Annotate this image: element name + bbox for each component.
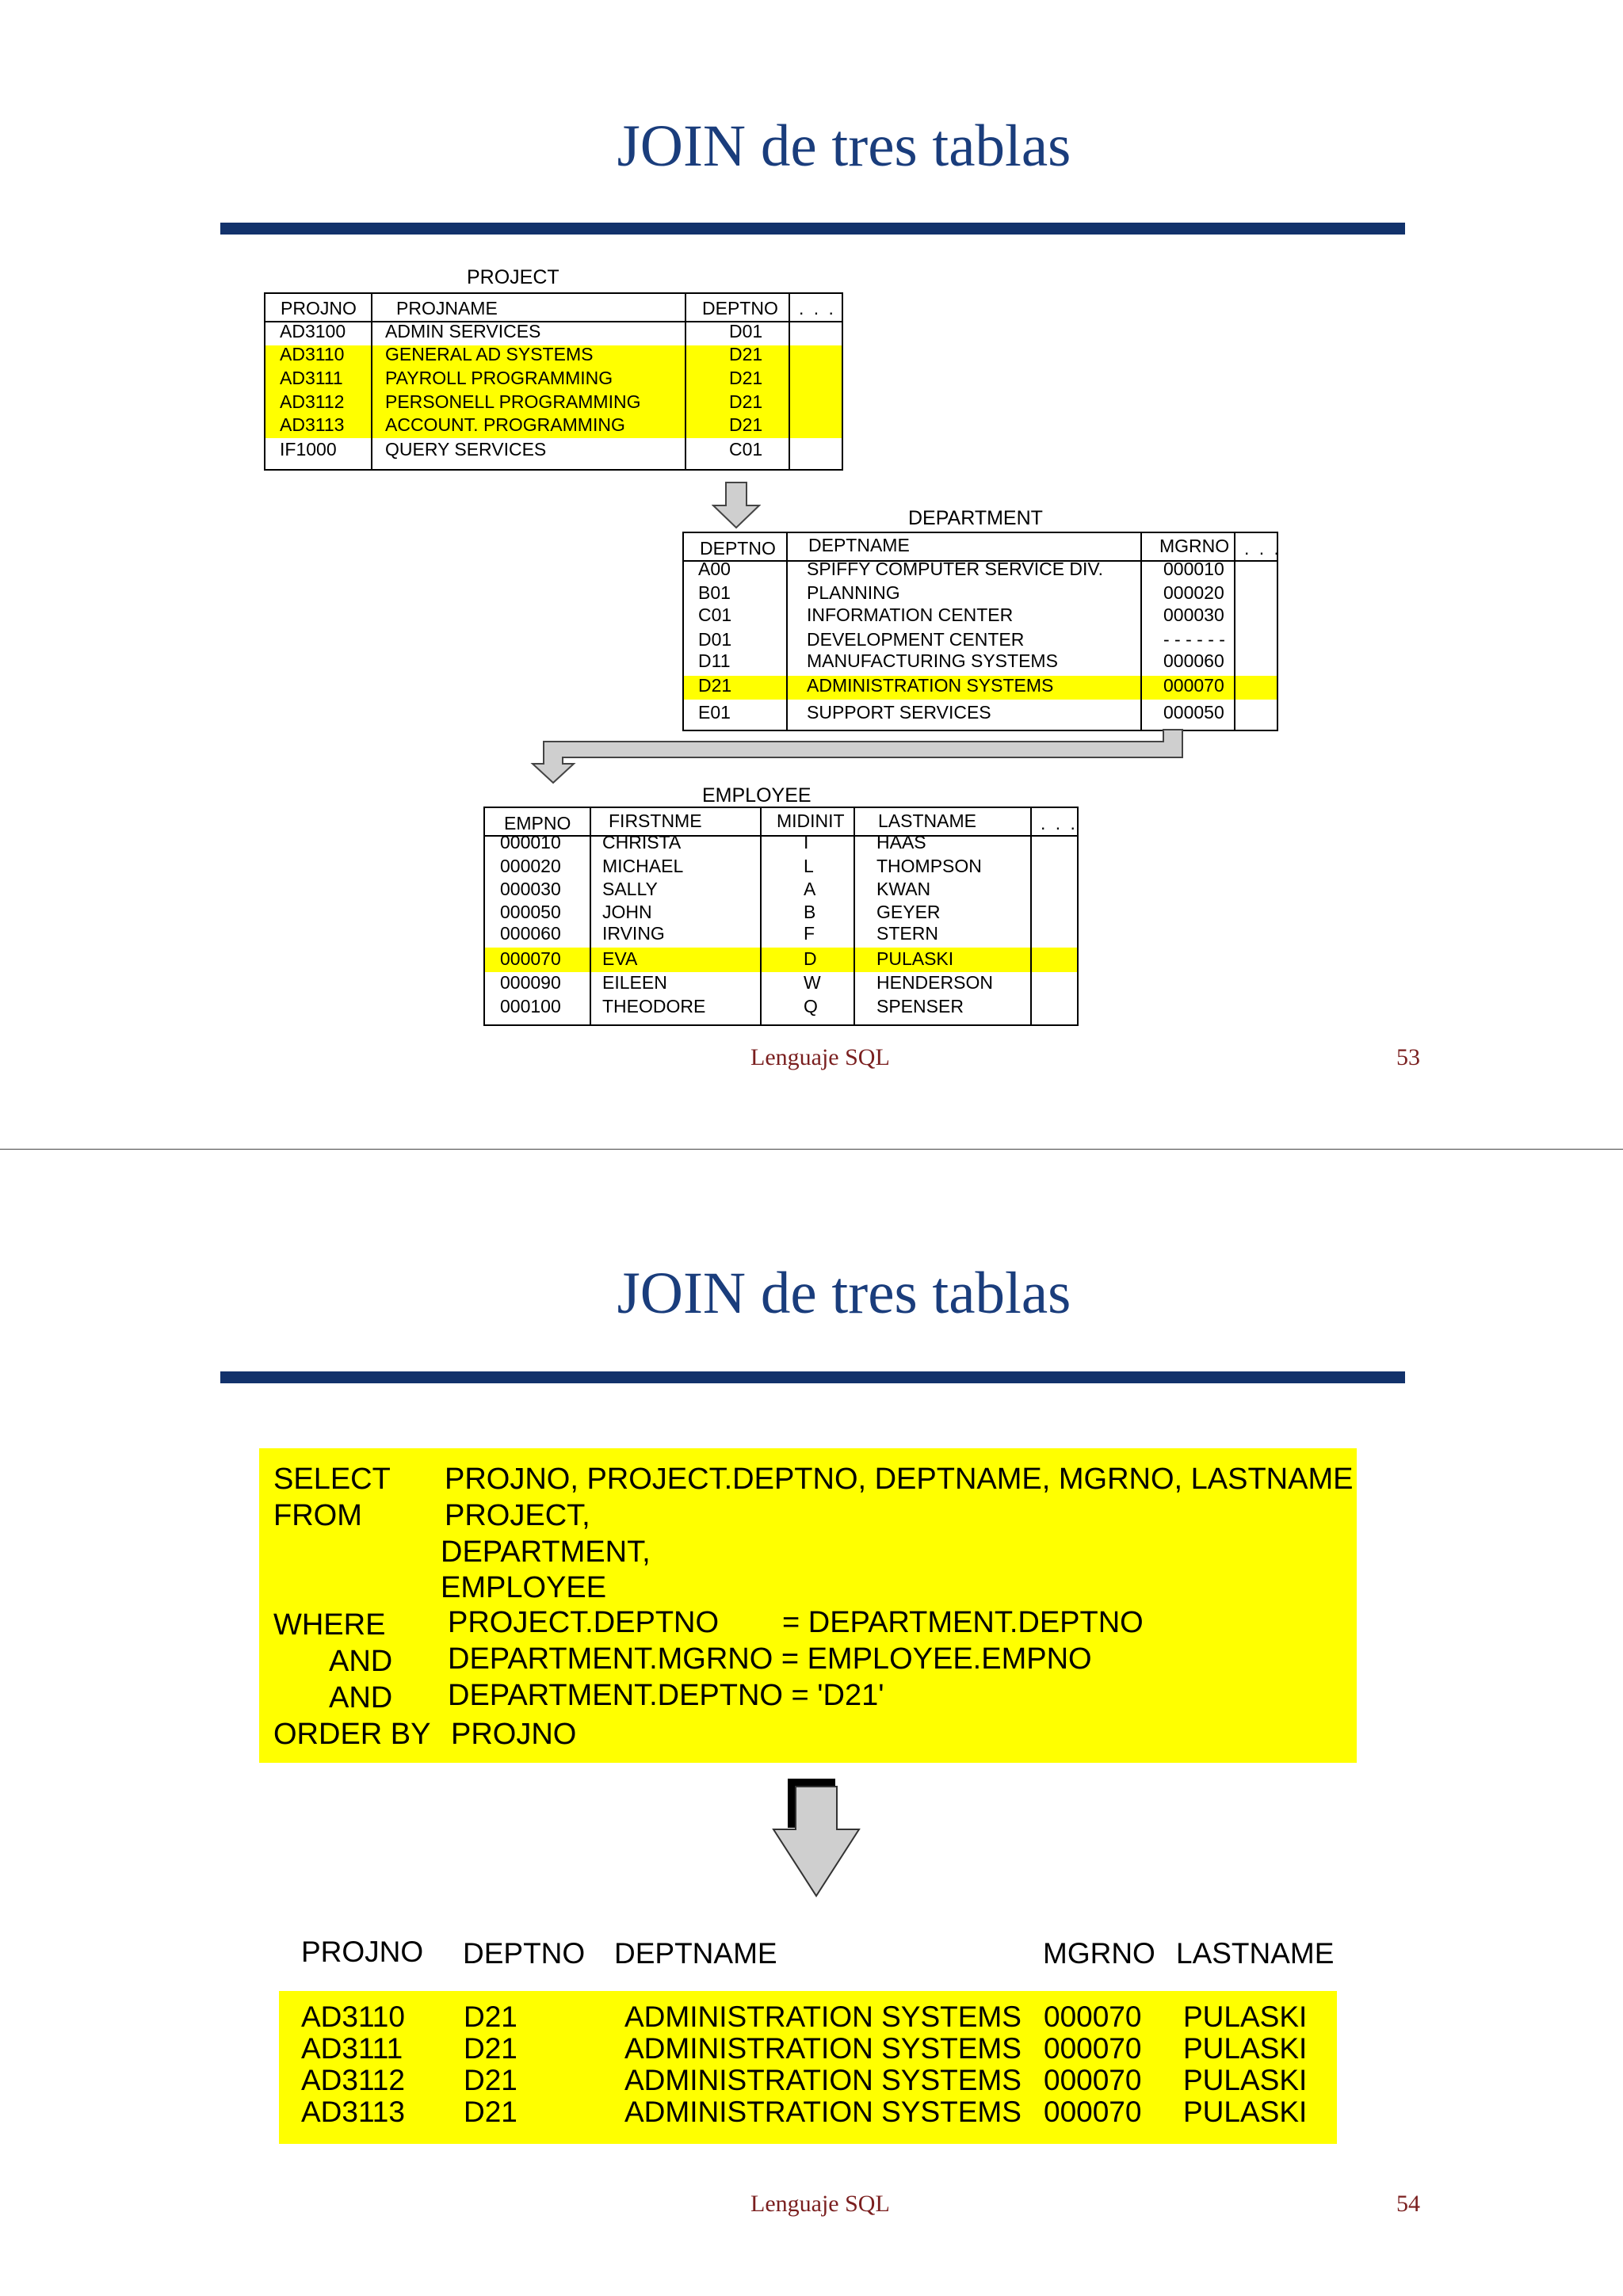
- department-table-label: DEPARTMENT: [908, 507, 1043, 529]
- header-cell: DEPTNO: [702, 298, 778, 318]
- sql-order-column: PROJNO: [451, 1718, 577, 1751]
- table-cell: PULASKI: [876, 948, 954, 969]
- table-cell: PLANNING: [807, 582, 900, 603]
- table-cell: 000100: [500, 996, 561, 1016]
- table-cell: 000030: [1163, 605, 1224, 625]
- sql-keyword: FROM: [273, 1499, 362, 1532]
- header-cell: DEPTNO: [700, 538, 776, 559]
- sql-from-table: PROJECT,: [445, 1499, 590, 1532]
- table-cell: D21: [729, 414, 763, 435]
- table-cell: D21: [729, 368, 763, 388]
- slide-footer: Lenguaje SQL: [750, 1044, 890, 1070]
- table-cell: D21: [698, 675, 732, 696]
- result-table: [279, 1991, 1337, 2144]
- header-cell: . . .: [1041, 813, 1078, 833]
- result-cell: PULASKI: [1183, 2032, 1308, 2065]
- header-cell: EMPNO: [504, 813, 571, 833]
- sql-keyword: SELECT: [273, 1463, 391, 1496]
- table-cell: ACCOUNT. PROGRAMMING: [385, 414, 625, 435]
- result-header: DEPTNO: [463, 1937, 586, 1970]
- table-cell: 000020: [1163, 582, 1224, 603]
- table-cell: HENDERSON: [876, 972, 993, 993]
- table-cell: AD3111: [280, 368, 343, 388]
- table-cell: SUPPORT SERVICES: [807, 702, 991, 723]
- sql-keyword: AND: [329, 1645, 393, 1678]
- result-cell: 000070: [1044, 2096, 1142, 2128]
- page-number: 53: [1396, 1044, 1420, 1070]
- table-cell: MANUFACTURING SYSTEMS: [807, 650, 1058, 671]
- table-cell: STERN: [876, 923, 938, 944]
- table-cell: HAAS: [876, 832, 926, 852]
- table-cell: 000010: [1163, 559, 1224, 579]
- table-cell: B01: [698, 582, 731, 603]
- table-cell: 000030: [500, 879, 561, 899]
- result-cell: AD3111: [301, 2032, 403, 2065]
- table-cell: GENERAL AD SYSTEMS: [385, 344, 594, 364]
- table-cell: D21: [729, 344, 763, 364]
- sql-keyword: ORDER BY: [273, 1718, 431, 1751]
- arrow-down-icon: [712, 482, 761, 529]
- table-cell: C01: [698, 605, 732, 625]
- table-cell: AD3100: [280, 321, 346, 341]
- sql-condition: PROJECT.DEPTNO: [448, 1606, 720, 1639]
- table-cell: SPENSER: [876, 996, 964, 1016]
- result-cell: 000070: [1044, 2064, 1142, 2096]
- table-cell: 000090: [500, 972, 561, 993]
- table-cell: 000050: [1163, 702, 1224, 723]
- table-cell: I: [804, 832, 809, 852]
- result-cell: AD3110: [301, 2000, 405, 2033]
- result-cell: 000070: [1044, 2000, 1142, 2033]
- table-cell: L: [804, 856, 814, 876]
- table-cell: AD3110: [280, 344, 345, 364]
- table-cell: QUERY SERVICES: [385, 439, 547, 460]
- table-cell: JOHN: [602, 902, 652, 922]
- table-cell: W: [804, 972, 821, 993]
- table-cell: AD3113: [280, 414, 345, 435]
- table-cell: DEVELOPMENT CENTER: [807, 629, 1025, 650]
- sql-condition: = DEPARTMENT.DEPTNO: [782, 1606, 1144, 1639]
- sql-condition: DEPARTMENT.DEPTNO = 'D21': [448, 1679, 884, 1712]
- table-cell: INFORMATION CENTER: [807, 605, 1014, 625]
- sql-keyword: AND: [329, 1681, 393, 1714]
- result-header: MGRNO: [1043, 1937, 1155, 1970]
- table-cell: 000020: [500, 856, 561, 876]
- slide-footer: Lenguaje SQL: [750, 2191, 890, 2217]
- table-cell: D21: [729, 391, 763, 412]
- table-cell: PERSONELL PROGRAMMING: [385, 391, 641, 412]
- header-cell: LASTNAME: [878, 810, 976, 831]
- sql-condition: DEPARTMENT.MGRNO = EMPLOYEE.EMPNO: [448, 1642, 1092, 1676]
- table-cell: AD3112: [280, 391, 345, 412]
- result-cell: AD3113: [301, 2096, 405, 2128]
- sql-select-columns: PROJNO, PROJECT.DEPTNO, DEPTNAME, MGRNO, LASTNAME: [445, 1463, 1354, 1496]
- result-cell: ADMINISTRATION SYSTEMS: [624, 2032, 1022, 2065]
- table-cell: 000070: [500, 948, 561, 969]
- table-cell: Q: [804, 996, 818, 1016]
- result-cell: ADMINISTRATION SYSTEMS: [624, 2064, 1022, 2096]
- table-cell: THOMPSON: [876, 856, 982, 876]
- header-cell: DEPTNAME: [808, 535, 910, 555]
- result-cell: 000070: [1044, 2032, 1142, 2065]
- table-cell: THEODORE: [602, 996, 706, 1016]
- result-cell: D21: [464, 2000, 517, 2033]
- sql-from-table: DEPARTMENT,: [441, 1535, 651, 1569]
- slide-title: JOIN de tres tablas: [617, 113, 1071, 179]
- table-cell: KWAN: [876, 879, 931, 899]
- header-cell: . . .: [799, 298, 836, 318]
- table-cell: EVA: [602, 948, 638, 969]
- table-cell: GEYER: [876, 902, 941, 922]
- sql-query-box: [259, 1448, 1357, 1763]
- header-cell: PROJNAME: [396, 298, 498, 318]
- arrow-down-icon: [761, 1777, 872, 1904]
- title-rule: [220, 223, 1405, 235]
- table-cell: IRVING: [602, 923, 665, 944]
- table-cell: 000060: [1163, 650, 1224, 671]
- header-cell: PROJNO: [281, 298, 357, 318]
- header-cell: MGRNO: [1159, 536, 1230, 556]
- result-cell: D21: [464, 2064, 517, 2096]
- result-cell: PULASKI: [1183, 2096, 1308, 2128]
- sql-from-table: EMPLOYEE: [441, 1571, 607, 1604]
- header-cell: . . .: [1244, 538, 1281, 559]
- table-cell: D11: [698, 650, 731, 671]
- table-cell: F: [804, 923, 815, 944]
- title-rule: [220, 1371, 1405, 1383]
- result-cell: D21: [464, 2032, 517, 2065]
- slide-54: [0, 1150, 1623, 2296]
- table-cell: D01: [729, 321, 763, 341]
- result-header: LASTNAME: [1176, 1937, 1335, 1970]
- page-number: 54: [1396, 2191, 1420, 2217]
- result-cell: D21: [464, 2096, 517, 2128]
- header-cell: MIDINIT: [777, 810, 845, 831]
- table-cell: B: [804, 902, 816, 922]
- result-header: DEPTNAME: [614, 1937, 777, 1970]
- slide-title: JOIN de tres tablas: [617, 1261, 1071, 1326]
- result-cell: PULASKI: [1183, 2064, 1308, 2096]
- table-cell: IF1000: [280, 439, 337, 460]
- table-cell: D: [804, 948, 817, 969]
- project-table-label: PROJECT: [467, 266, 559, 288]
- result-cell: ADMINISTRATION SYSTEMS: [624, 2096, 1022, 2128]
- table-cell: 000010: [500, 832, 561, 852]
- table-cell: A00: [698, 559, 731, 579]
- table-cell: - - - - - -: [1163, 629, 1225, 650]
- table-cell: ADMINISTRATION SYSTEMS: [807, 675, 1054, 696]
- result-cell: ADMINISTRATION SYSTEMS: [624, 2000, 1022, 2033]
- table-cell: CHRISTA: [602, 832, 682, 852]
- project-table: [264, 292, 843, 471]
- table-cell: A: [804, 879, 816, 899]
- employee-highlight: [485, 948, 1077, 972]
- table-cell: SPIFFY COMPUTER SERVICE DIV.: [807, 559, 1104, 579]
- table-cell: D01: [698, 629, 732, 650]
- department-table: [682, 532, 1281, 731]
- sql-keyword: WHERE: [273, 1608, 386, 1642]
- table-cell: 000060: [500, 923, 561, 944]
- table-cell: PAYROLL PROGRAMMING: [385, 368, 613, 388]
- table-cell: MICHAEL: [602, 856, 684, 876]
- arrow-bend-icon: [523, 729, 1189, 784]
- table-cell: EILEEN: [602, 972, 667, 993]
- table-cell: SALLY: [602, 879, 658, 899]
- table-cell: C01: [729, 439, 763, 460]
- result-cell: PULASKI: [1183, 2000, 1308, 2033]
- table-cell: 000070: [1163, 675, 1224, 696]
- employee-table-label: EMPLOYEE: [702, 784, 812, 807]
- result-header: PROJNO: [301, 1936, 424, 1968]
- employee-table: [483, 807, 1079, 1026]
- header-cell: FIRSTNME: [609, 810, 702, 831]
- table-cell: E01: [698, 702, 731, 723]
- result-cell: AD3112: [301, 2064, 405, 2096]
- table-cell: ADMIN SERVICES: [385, 321, 541, 341]
- table-cell: 000050: [500, 902, 561, 922]
